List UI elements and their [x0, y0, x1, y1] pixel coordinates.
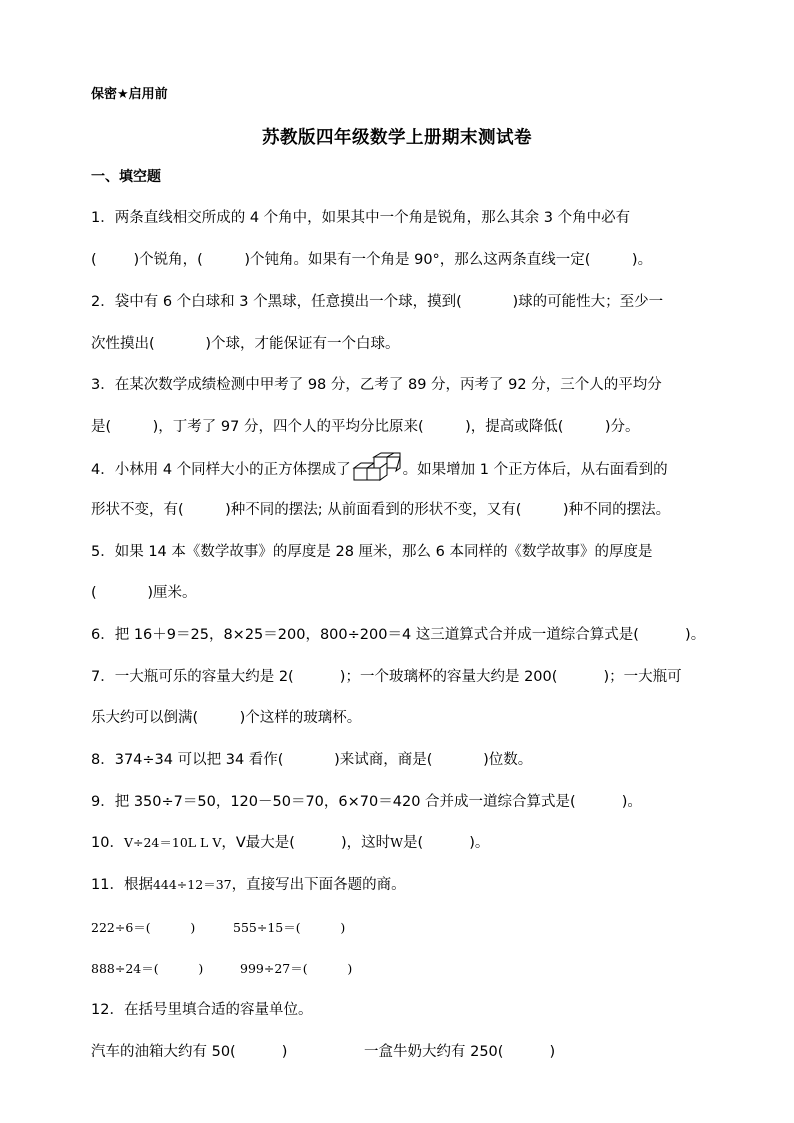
section-heading: 一、填空题	[91, 169, 161, 185]
question-7-line-1: 7．一大瓶可乐的容量大约是 2( )；一个玻璃杯的容量大约是 200( )；一大瓶可	[91, 669, 682, 685]
question-10-text-c: 是( )。	[403, 835, 490, 851]
question-1-line-1: 1．两条直线相交所成的 4 个角中，如果其中一个角是锐角，那么其余 3 个角中必有	[91, 210, 631, 226]
question-11-item-4: 999÷27＝( )	[240, 961, 353, 976]
question-11-formula: 444÷12＝37	[152, 877, 232, 892]
question-11-line-1	[91, 875, 406, 895]
question-10-text-b: ，V最大是( )，这时	[221, 835, 391, 851]
question-1-line-2: ( )个锐角，( )个钝角。如果有一个角是 90°，那么这两条直线一定( )。	[91, 252, 653, 268]
question-4-text-a: 4．小林用 4 个同样大小的正方体摆成了	[91, 462, 351, 478]
question-10-w: W	[390, 835, 404, 850]
question-4-line-2: 形状不变，有( )种不同的摆法; 从前面看到的形状不变，又有( )种不同的摆法。	[91, 502, 671, 518]
question-10-formula: V÷24＝10L L V	[123, 835, 222, 850]
question-4-line-1	[91, 458, 668, 482]
question-5-line-1: 5．如果 14 本《数学故事》的厚度是 28 厘米，那么 6 本同样的《数学故事》的厚度是	[91, 544, 653, 560]
question-7-line-2: 乐大约可以倒满( )个这样的玻璃杯。	[91, 710, 362, 726]
question-3-line-2: 是( )，丁考了 97 分，四个人的平均分比原来( )，提高或降低( )分。	[91, 419, 640, 435]
question-12-item-1: 汽车的油箱大约有 50( )	[91, 1044, 288, 1060]
question-4-text-b: 。如果增加 1 个正方体后，从右面看到的	[402, 462, 668, 478]
question-2-line-1: 2．袋中有 6 个白球和 3 个黑球，任意摸出一个球，摸到( )球的可能性大；至少一	[91, 294, 664, 310]
question-11-item-2: 555÷15＝( )	[233, 920, 346, 935]
question-8-line-1: 8．374÷34 可以把 34 看作( )来试商，商是( )位数。	[91, 752, 533, 768]
question-11-text-b: ，直接写出下面各题的商。	[231, 877, 406, 893]
question-10-line-1	[91, 833, 489, 853]
question-9-line-1: 9．把 350÷7＝50，120－50＝70，6×70＝420 合并成一道综合算式是( )。	[91, 794, 642, 810]
question-10-number: 10．	[91, 835, 124, 851]
question-12-line-1: 12．在括号里填合适的容量单位。	[91, 1002, 313, 1018]
confidential-label: 保密★启用前	[91, 87, 168, 102]
question-11-item-3: 888÷24＝( )	[91, 961, 204, 976]
question-11-text-a: 11．根据	[91, 877, 153, 893]
cube-arrangement-figure	[352, 452, 402, 482]
question-12-item-2: 一盒牛奶大约有 250( )	[364, 1044, 556, 1060]
page-title: 苏教版四年级数学上册期末测试卷	[262, 128, 532, 148]
question-3-line-1: 3．在某次数学成绩检测中甲考了 98 分，乙考了 89 分，丙考了 92 分，三个人的平均分	[91, 377, 662, 393]
question-11-item-1: 222÷6＝( )	[91, 920, 196, 935]
question-2-line-2: 次性摸出( )个球，才能保证有一个白球。	[91, 336, 400, 352]
question-5-line-2: ( )厘米。	[91, 585, 197, 601]
question-6-line-1: 6．把 16＋9＝25，8×25＝200，800÷200＝4 这三道算式合并成一道综合算式是( )。	[91, 627, 706, 643]
